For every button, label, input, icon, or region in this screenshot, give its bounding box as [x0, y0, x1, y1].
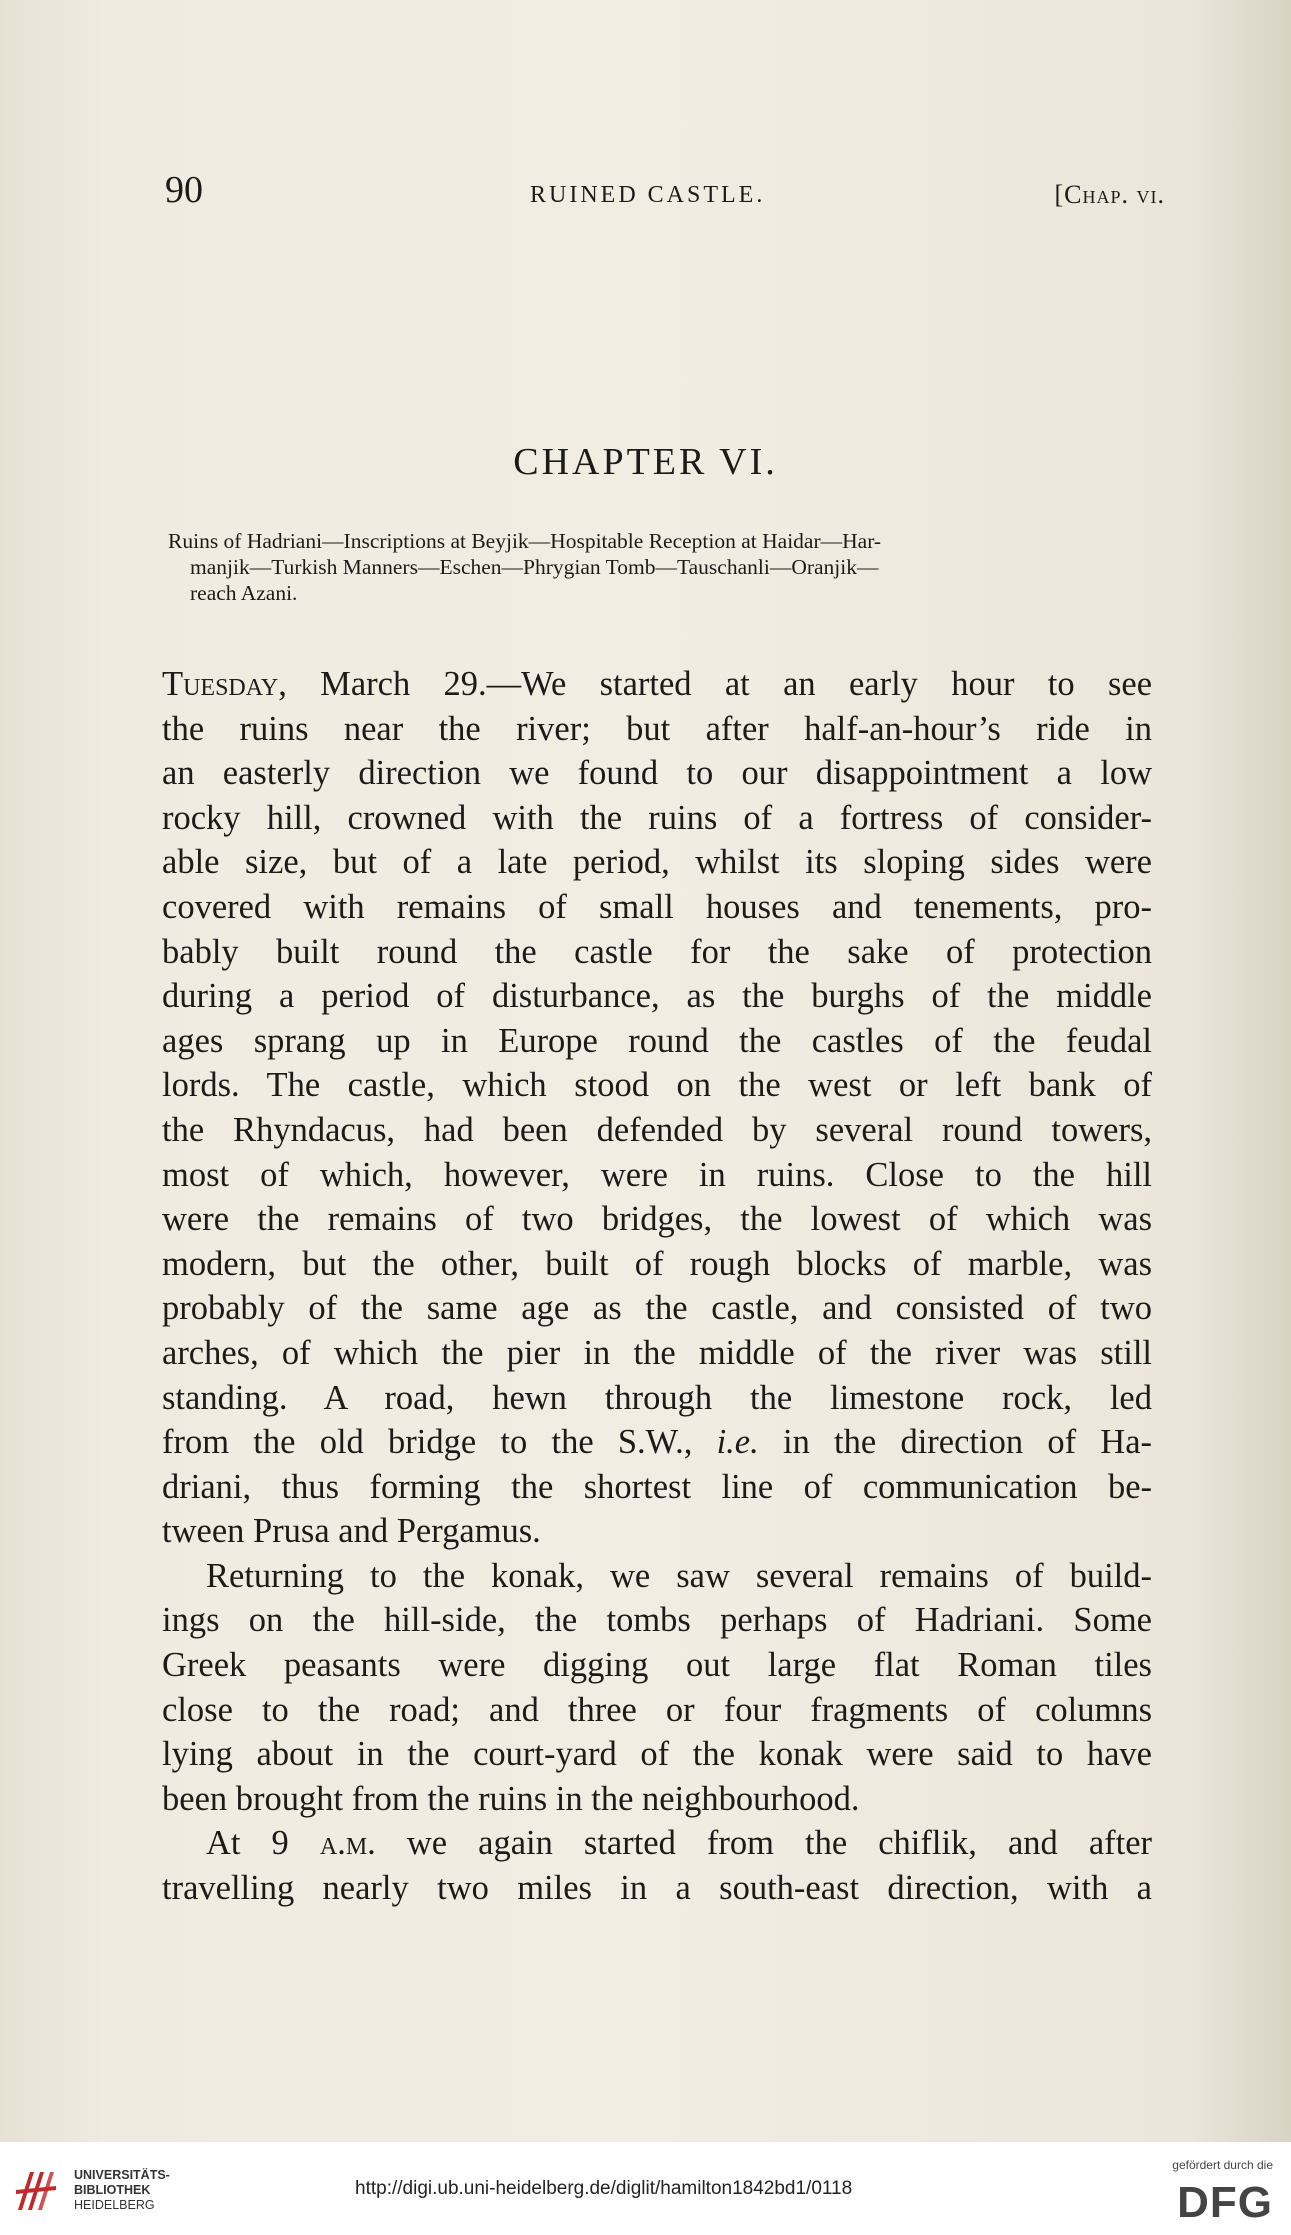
text-line: tween Prusa and Pergamus. — [162, 1512, 541, 1551]
text-line: driani, thus forming the shortest line of communication be- — [162, 1467, 1152, 1506]
text-line: probably of the same age as the castle, and consisted of two — [162, 1289, 1152, 1328]
text-line: the ruins near the river; but after half-an-hour’s ride in — [162, 709, 1152, 748]
day-name: Tuesday, — [162, 665, 287, 703]
viewer-footer — [0, 2142, 1291, 2235]
chapter-summary — [168, 528, 1153, 606]
text-line: travelling nearly two miles in a south-east direction, with a — [162, 1869, 1152, 1908]
library-emblem-icon — [12, 2164, 60, 2214]
university-library-logo[interactable] — [12, 2160, 172, 2220]
running-title: RUINED CASTLE. — [530, 182, 766, 208]
text-line: been brought from the ruins in the neighbourhood. — [162, 1779, 860, 1818]
text-line: lying about in the court-yard of the konak were said to have — [162, 1735, 1152, 1774]
text-line: At 9 a.m. we again started from the chiflik, and after — [206, 1824, 1153, 1863]
dfg-logo[interactable]: DFG — [1177, 2178, 1273, 2227]
text-line: covered with remains of small houses and tenements, pro- — [162, 887, 1152, 926]
ie-abbrev: i.e. — [716, 1423, 759, 1462]
text-line: close to the road; and three or four fragments of columns — [162, 1690, 1152, 1729]
library-name: UNIVERSITÄTS- BIBLIOTHEK HEIDELBERG — [74, 2168, 170, 2212]
text-line: able size, but of a late period, whilst its sloping sides were — [162, 843, 1152, 882]
text-line: were the remains of two bridges, the lowest of which was — [162, 1200, 1152, 1239]
chapter-title: CHAPTER VI. — [513, 441, 778, 483]
text-line: standing. A road, hewn through the limestone rock, led — [162, 1378, 1152, 1417]
text-line: Greek peasants were digging out large flat Roman tiles — [162, 1646, 1152, 1685]
text-line: ings on the hill-side, the tombs perhaps of Hadriani. Some — [162, 1601, 1152, 1640]
summary-line: reach Azani. — [190, 581, 298, 605]
text-line: modern, but the other, built of rough blocks of marble, was — [162, 1244, 1152, 1283]
time-abbrev: a.m. — [319, 1824, 376, 1863]
permalink-url[interactable]: http://digi.ub.uni-heidelberg.de/diglit/hamilton1842bd1/0118 — [355, 2178, 853, 2199]
page-header — [165, 168, 1165, 218]
text-line: arches, of which the pier in the middle of the river was still — [162, 1333, 1152, 1372]
bleed-through-text — [150, 250, 1160, 296]
summary-line: manjik—Turkish Manners—Eschen—Phrygian Tomb—Tauschanli—Oranjik— — [190, 555, 879, 579]
text-line: ages sprang up in Europe round the castles of the feudal — [162, 1021, 1152, 1060]
funding-caption: gefördert durch die — [1172, 2158, 1273, 2172]
text-line: lords. The castle, which stood on the west or left bank of — [162, 1066, 1152, 1105]
text-line: from the old bridge to the S.W., i.e. in the direction of Ha- — [162, 1423, 1153, 1462]
text-line: an easterly direction we found to our disappointment a low — [162, 754, 1152, 793]
text-line: bably built round the castle for the sake of protection — [162, 932, 1152, 971]
text-line: during a period of disturbance, as the burghs of the middle — [162, 977, 1152, 1016]
page-number: 90 — [165, 169, 203, 211]
text-line: Returning to the konak, we saw several remains of build- — [206, 1556, 1152, 1595]
text-line: the Rhyndacus, had been defended by several round towers, — [162, 1110, 1152, 1149]
text-line: Tuesday, March 29.—We started at an early hour to see — [162, 665, 1153, 703]
summary-line: Ruins of Hadriani—Inscriptions at Beyjik—Hospitable Reception at Haidar—Har- — [168, 529, 882, 553]
text-line: most of which, however, were in ruins. Close to the hill — [162, 1155, 1152, 1194]
text-line: rocky hill, crowned with the ruins of a fortress of consider- — [162, 798, 1152, 837]
body-text — [162, 662, 1152, 1911]
chapter-reference: [Chap. vi. — [1054, 180, 1165, 209]
